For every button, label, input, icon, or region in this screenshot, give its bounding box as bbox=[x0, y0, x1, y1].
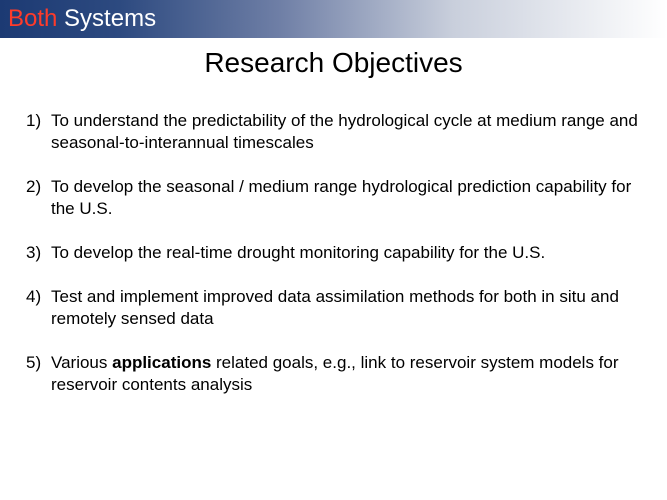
objective-text-suffix: related goals, e.g., link to reservoir system models for reservoir contents analysis bbox=[51, 353, 619, 394]
objective-number: 4) bbox=[26, 287, 42, 306]
objective-text-emphasis: applications bbox=[112, 353, 212, 372]
objective-text-prefix: Various bbox=[51, 353, 113, 372]
objectives-list bbox=[26, 110, 656, 418]
objective-item-3 bbox=[26, 242, 656, 264]
header-word-systems: Systems bbox=[64, 5, 157, 32]
header-word-both: Both bbox=[8, 5, 58, 32]
objective-number: 2) bbox=[26, 177, 42, 196]
objective-text bbox=[51, 352, 656, 396]
slide-title: Research Objectives bbox=[204, 47, 463, 78]
objective-number: 5) bbox=[26, 353, 42, 372]
objective-item-4 bbox=[26, 286, 656, 330]
objective-item-2 bbox=[26, 176, 656, 220]
objective-text: To develop the seasonal / medium range hydrological prediction capability for the U.S. bbox=[51, 177, 632, 218]
objective-text: To develop the real-time drought monitoring capability for the U.S. bbox=[51, 243, 546, 262]
objective-text: To understand the predictability of the hydrological cycle at medium range and seasonal-to-interannual timescales bbox=[51, 111, 638, 152]
objective-text: Test and implement improved data assimilation methods for both in situ and remotely sensed data bbox=[51, 287, 619, 328]
header-title bbox=[8, 4, 156, 34]
objective-number: 1) bbox=[26, 111, 42, 130]
objective-item-5 bbox=[26, 352, 656, 396]
objective-item-1 bbox=[26, 110, 656, 154]
objective-number: 3) bbox=[26, 243, 42, 262]
